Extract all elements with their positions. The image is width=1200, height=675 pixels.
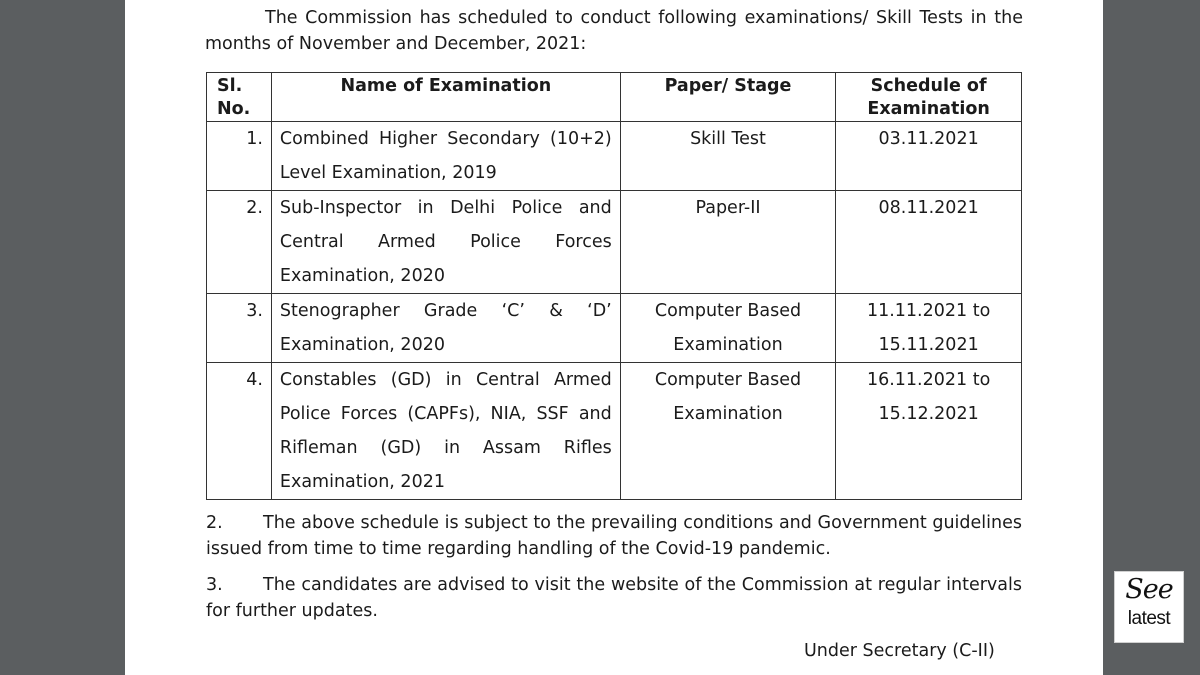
see-latest-logo: [1114, 571, 1184, 643]
table-header-row: [207, 73, 1022, 122]
header-sl-no: Sl. No.: [207, 73, 272, 122]
notice-page: [125, 0, 1103, 675]
header-paper-stage: Paper/ Stage: [620, 73, 836, 122]
signatory-designation: Under Secretary (C-II): [804, 641, 995, 661]
note-text: The above schedule is subject to the prevailing conditions and Government guidelines issued from time to time regarding handling of the Covid-19 pandemic.: [206, 513, 1022, 559]
cell-schedule: 16.11.2021 to 15.12.2021: [836, 363, 1022, 500]
exam-schedule-table: [206, 72, 1022, 500]
note-text: The candidates are advised to visit the website of the Commission at regular intervals for further updates.: [206, 575, 1022, 621]
cell-schedule: 11.11.2021 to 15.11.2021: [836, 294, 1022, 363]
cell-sl-no: 2.: [207, 191, 272, 294]
cell-exam-name: Constables (GD) in Central Armed Police Forces (CAPFs), NIA, SSF and Rifleman (GD) in Assam Rifles Examination, 2021: [271, 363, 620, 500]
cell-schedule: 03.11.2021: [836, 122, 1022, 191]
note-paragraph: [206, 572, 1022, 624]
intro-paragraph: The Commission has scheduled to conduct following examinations/ Skill Tests in the months of November and December, 2021:: [205, 8, 1023, 54]
cell-sl-no: 3.: [207, 294, 272, 363]
header-exam-name: Name of Examination: [271, 73, 620, 122]
cell-paper-stage: Computer Based Examination: [620, 294, 836, 363]
table-row: [207, 191, 1022, 294]
note-number: 2.: [206, 513, 223, 533]
note-number: 3.: [206, 575, 223, 595]
note-paragraph: [206, 510, 1022, 562]
cell-sl-no: 4.: [207, 363, 272, 500]
table-row: [207, 363, 1022, 500]
logo-see-text: See: [1125, 574, 1173, 605]
cell-paper-stage: Skill Test: [620, 122, 836, 191]
cell-exam-name: Stenographer Grade ‘C’ & ‘D’ Examination, 2020: [271, 294, 620, 363]
logo-latest-text: latest: [1127, 608, 1171, 629]
table-row: [207, 122, 1022, 191]
header-schedule: Schedule of Examination: [836, 73, 1022, 122]
cell-exam-name: Combined Higher Secondary (10+2) Level Examination, 2019: [271, 122, 620, 191]
cell-exam-name: Sub-Inspector in Delhi Police and Central Armed Police Forces Examination, 2020: [271, 191, 620, 294]
cell-paper-stage: Computer Based Examination: [620, 363, 836, 500]
table-row: [207, 294, 1022, 363]
cell-schedule: 08.11.2021: [836, 191, 1022, 294]
cell-sl-no: 1.: [207, 122, 272, 191]
cell-paper-stage: Paper-II: [620, 191, 836, 294]
